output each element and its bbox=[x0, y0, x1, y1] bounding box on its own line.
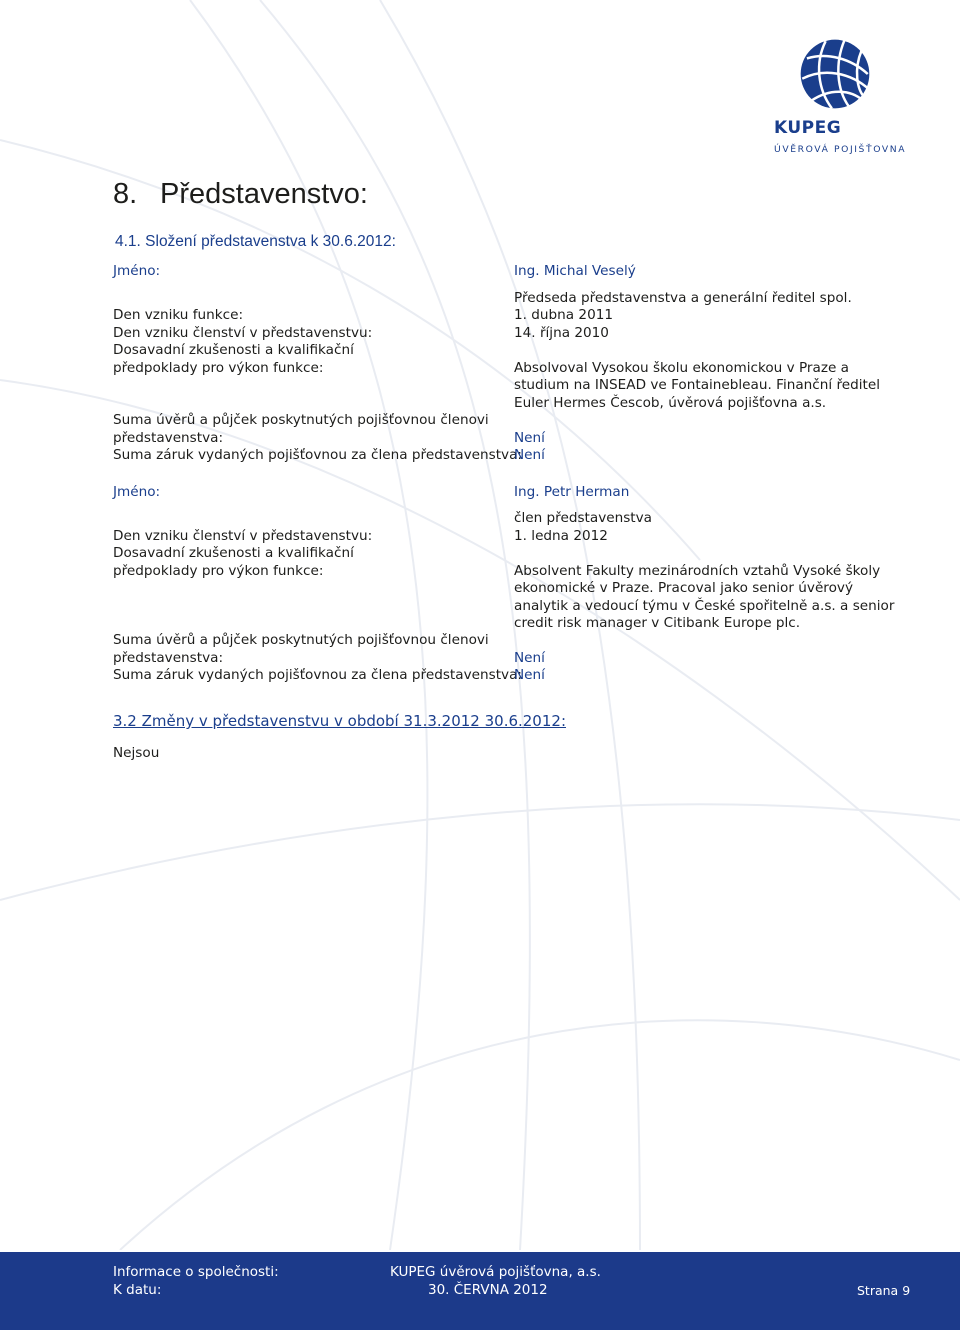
member1-experience-line-3: Euler Hermes Čescob, úvěrová pojišťovna a.s. bbox=[514, 395, 827, 411]
member1-zaruky-value: Není bbox=[514, 447, 545, 463]
page-footer bbox=[0, 1252, 960, 1330]
member2-experience-line-3: analytik a vedoucí týmu v České spořitelně a.s. a senior bbox=[514, 598, 895, 614]
member1-label-zaruky: Suma záruk vydaných pojišťovnou za člena představenstva: bbox=[113, 447, 522, 463]
member2-label-zaruky: Suma záruk vydaných pojišťovnou za člena představenstva: bbox=[113, 667, 522, 683]
member1-uvery-value: Není bbox=[514, 430, 545, 446]
member1-label-jmeno: Jméno: bbox=[113, 263, 161, 279]
section-title: Představenstvo: bbox=[160, 178, 368, 210]
member2-uvery-value: Není bbox=[514, 650, 545, 666]
member1-label-zkusenosti-2: předpoklady pro výkon funkce: bbox=[113, 360, 324, 376]
member2-experience-line-2: ekonomické v Praze. Pracoval jako senior úvěrový bbox=[514, 580, 854, 596]
member2-role: člen představenstva bbox=[514, 510, 653, 526]
member2-clenstvi-date: 1. ledna 2012 bbox=[514, 528, 608, 544]
member1-clenstvi-date: 14. října 2010 bbox=[514, 325, 609, 341]
subsection-title: 4.1. Složení představenstva k 30.6.2012: bbox=[115, 233, 396, 250]
member2-label-zkusenosti-2: předpoklady pro výkon funkce: bbox=[113, 563, 324, 579]
member2-experience-line-1: Absolvent Fakulty mezinárodních vztahů Vysoké školy bbox=[514, 563, 881, 579]
footer-page-number: Strana 9 bbox=[857, 1283, 911, 1298]
section-number: 8. bbox=[113, 178, 138, 210]
footer-date: 30. ČERVNA 2012 bbox=[428, 1282, 548, 1298]
member2-label-clenstvi: Den vzniku členství v představenstvu: bbox=[113, 528, 373, 544]
logo-name: KUPEG bbox=[774, 118, 842, 138]
member2-label-jmeno: Jméno: bbox=[113, 484, 161, 500]
member1-name: Ing. Michal Veselý bbox=[514, 263, 636, 279]
member2-zaruky-value: Není bbox=[514, 667, 545, 683]
member1-experience-line-1: Absolvoval Vysokou školu ekonomickou v Praze a bbox=[514, 360, 849, 376]
member1-experience-line-2: studium na INSEAD ve Fontainebleau. Finanční ředitel bbox=[514, 377, 881, 393]
footer-date-label: K datu: bbox=[113, 1282, 162, 1298]
footer-info-label: Informace o společnosti: bbox=[113, 1264, 279, 1280]
changes-text: Nejsou bbox=[113, 745, 160, 761]
changes-section-title: 3.2 Změny v představenstvu v období 31.3.2012 30.6.2012: bbox=[113, 712, 566, 730]
page-title bbox=[113, 178, 368, 211]
footer-company: KUPEG úvěrová pojišťovna, a.s. bbox=[390, 1264, 601, 1280]
globe-icon bbox=[796, 35, 874, 113]
member1-label-funkce: Den vzniku funkce: bbox=[113, 307, 244, 323]
logo-subtitle: ÚVĚROVÁ POJIŠŤOVNA bbox=[774, 144, 907, 155]
member2-name: Ing. Petr Herman bbox=[514, 484, 630, 500]
member1-funkce-date: 1. dubna 2011 bbox=[514, 307, 614, 323]
member2-label-uvery-1: Suma úvěrů a půjček poskytnutých pojišťovnou členovi bbox=[113, 632, 489, 648]
member1-label-uvery-2: představenstva: bbox=[113, 430, 224, 446]
member2-label-zkusenosti-1: Dosavadní zkušenosti a kvalifikační bbox=[113, 545, 354, 561]
member1-label-zkusenosti-1: Dosavadní zkušenosti a kvalifikační bbox=[113, 342, 354, 358]
member2-experience-line-4: credit risk manager v Citibank Europe plc. bbox=[514, 615, 801, 631]
member1-label-clenstvi: Den vzniku členství v představenstvu: bbox=[113, 325, 373, 341]
member2-label-uvery-2: představenstva: bbox=[113, 650, 224, 666]
member1-role: Předseda představenstva a generální ředitel spol. bbox=[514, 290, 852, 306]
member1-label-uvery-1: Suma úvěrů a půjček poskytnutých pojišťovnou členovi bbox=[113, 412, 489, 428]
